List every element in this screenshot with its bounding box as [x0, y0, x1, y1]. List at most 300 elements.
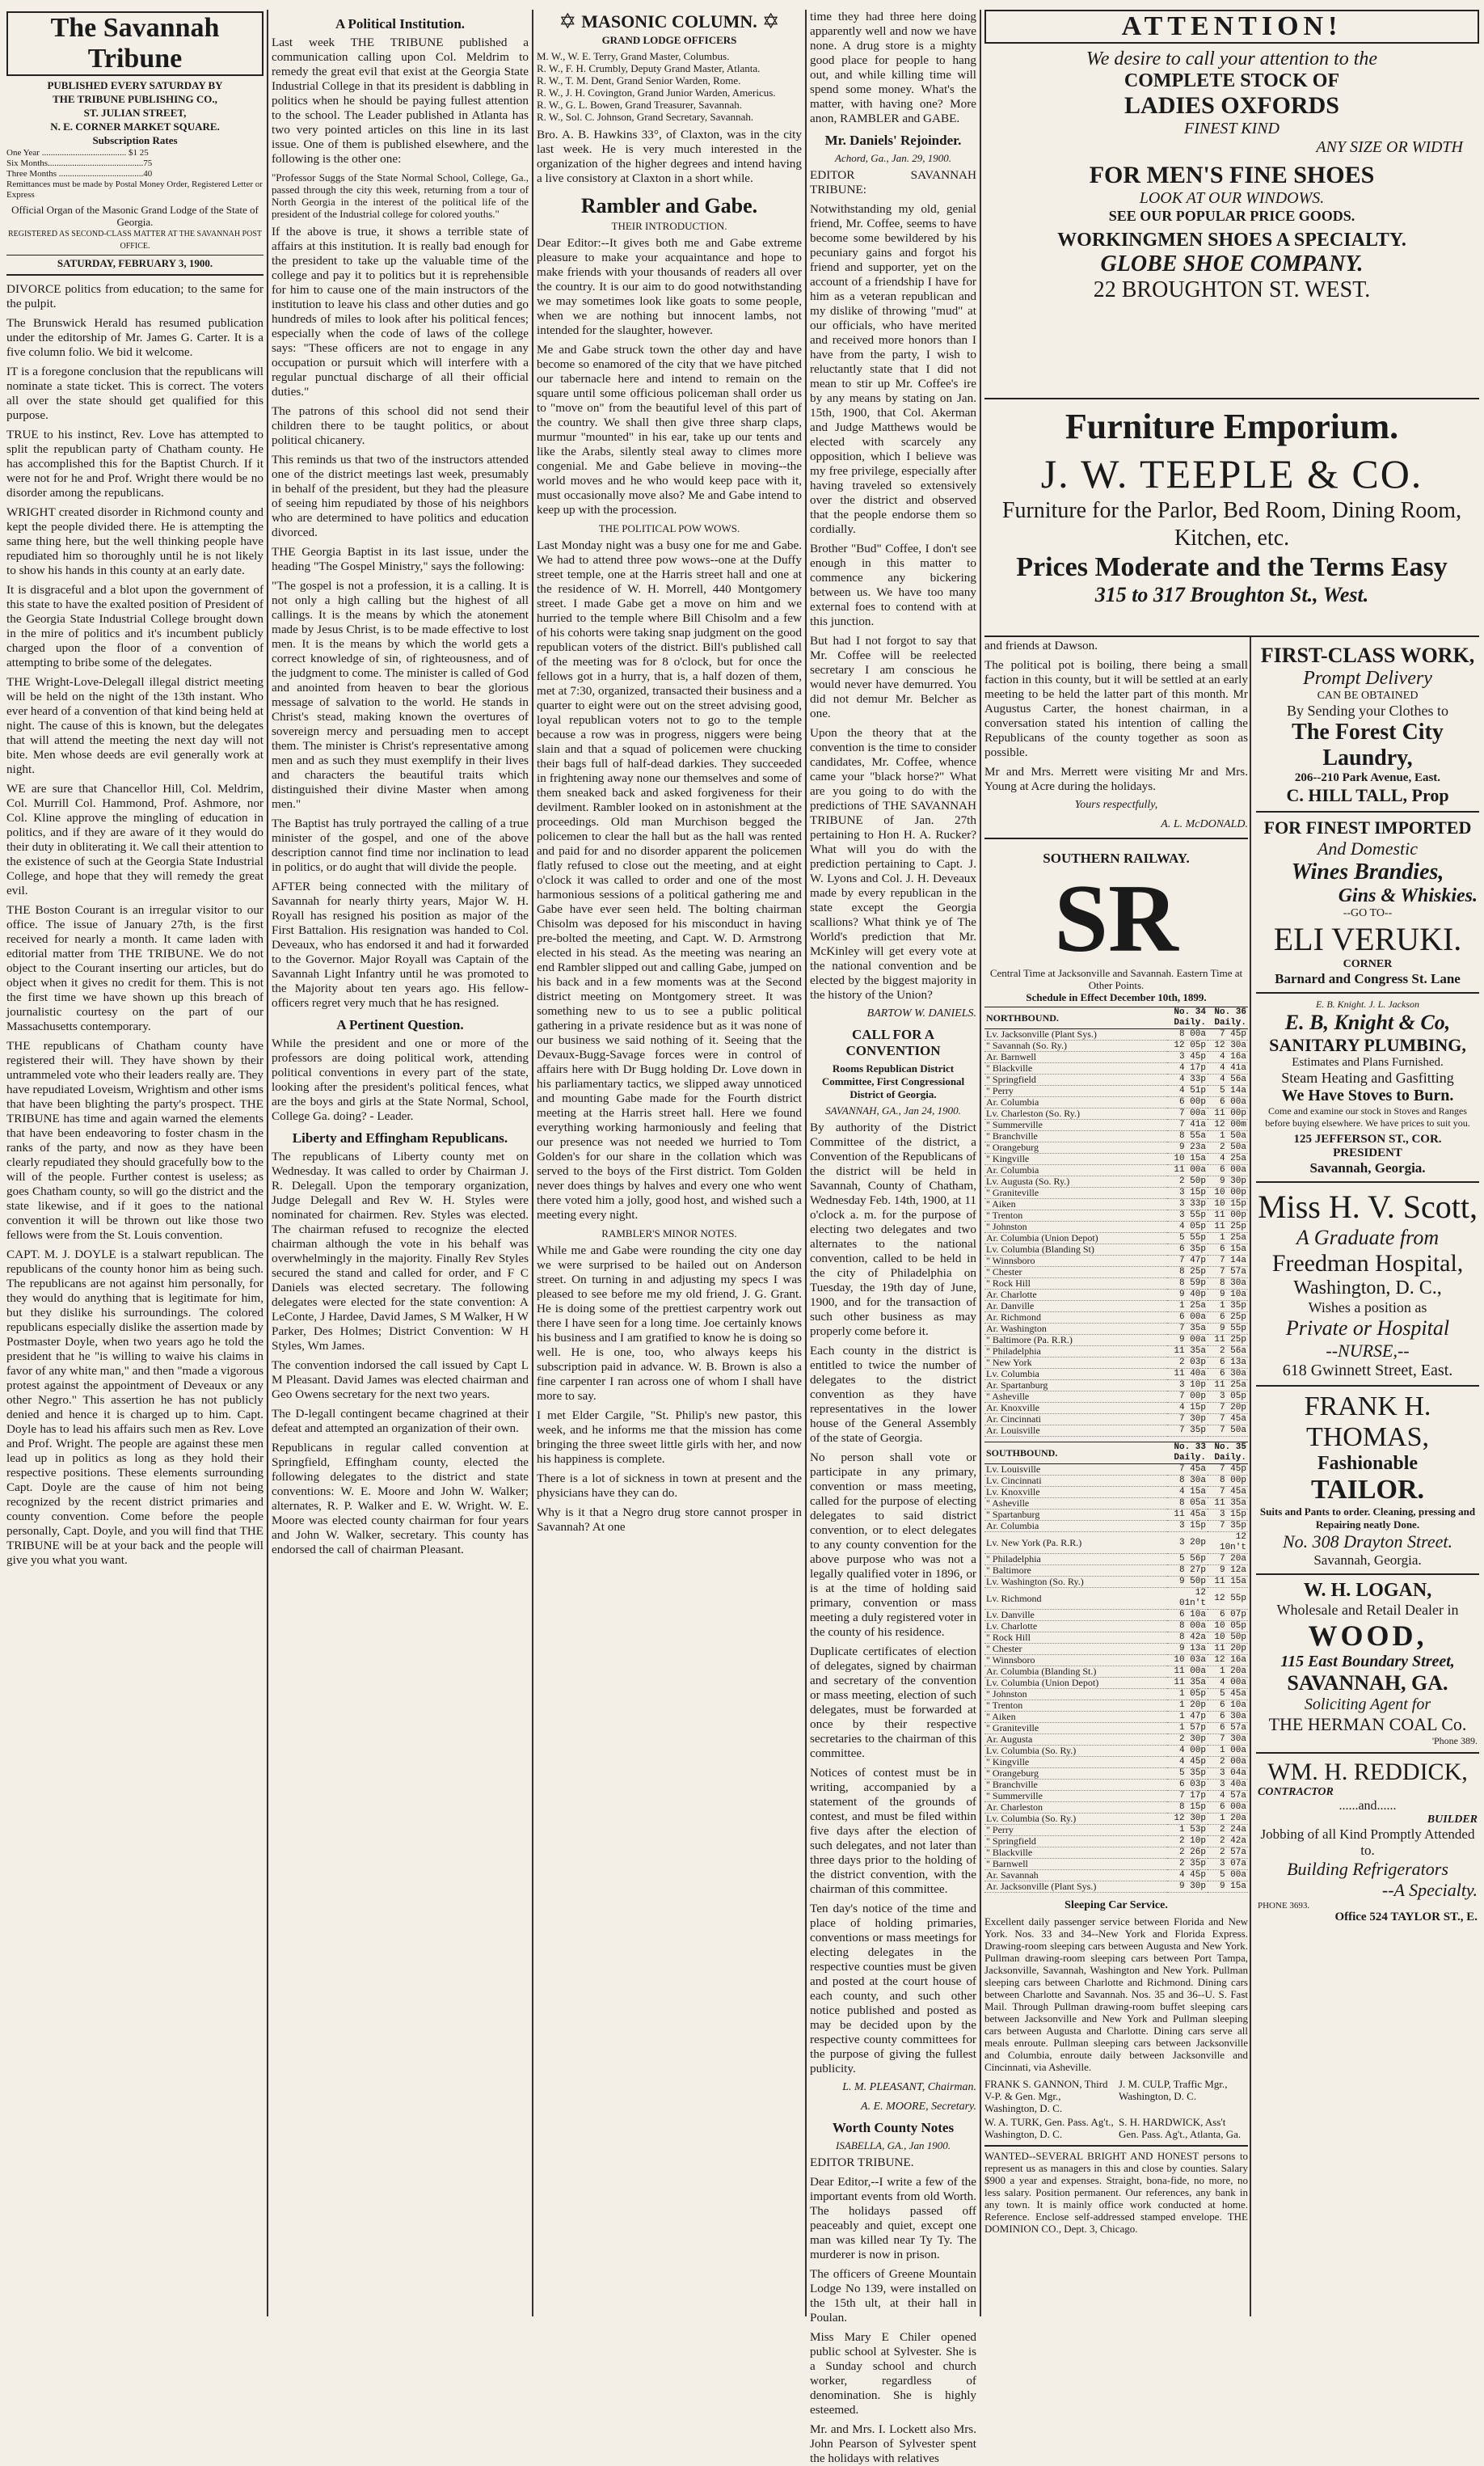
dateline: SAVANNAH, GA., Jan 24, 1900.	[825, 1104, 961, 1117]
station-name: " New York	[984, 1358, 1167, 1369]
station-name: Ar. Columbia	[984, 1521, 1167, 1532]
train-time: 10 03a	[1167, 1655, 1208, 1666]
schedule-row	[984, 1565, 1248, 1577]
ad-line: The Forest City Laundry,	[1292, 720, 1444, 771]
train-time: 7 45p	[1208, 1464, 1248, 1476]
southern-railway-ad	[984, 838, 1248, 2140]
editorial-paragraph: It is disgraceful and a blot upon the government of this state to have the exalted position of President of the Georgia State Industrial College brought down in the mire of politics and it's incumbent publicly charged upon the floor of a convention of attempting to bribe some of the delegates.	[6, 583, 263, 669]
ad-line: Wines Brandies,	[1291, 859, 1444, 885]
train-time: 7 20a	[1208, 1554, 1248, 1565]
ad-line: FRANK H. THOMAS,	[1304, 1391, 1431, 1452]
schedule-row	[984, 1108, 1248, 1120]
ad-line: CORNER	[1343, 958, 1393, 970]
masonic-title: MASONIC COLUMN.	[581, 11, 757, 32]
masthead-publisher: THE TRIBUNE PUBLISHING CO.,	[53, 93, 217, 105]
schedule-row	[984, 1814, 1248, 1825]
station-name: " Springfield	[984, 1836, 1167, 1847]
ad-line: 618 Gwinnett Street, East.	[1282, 1362, 1453, 1379]
train-time: 6 30a	[1208, 1712, 1248, 1723]
train-time: 5 00a	[1208, 1870, 1248, 1881]
station-name: " Rock Hill	[984, 1632, 1167, 1644]
schedule-row	[984, 1610, 1248, 1621]
masthead	[6, 11, 263, 276]
article-paragraph: Mr and Mrs. Merrett were visiting Mr and Mrs. Young at Acre during the holidays.	[984, 765, 1248, 793]
station-name: " Branchville	[984, 1780, 1167, 1791]
lower-right-ads	[1256, 639, 1479, 1929]
wood-ad	[1256, 1575, 1479, 1754]
station-name: " Baltimore (Pa. R.R.)	[984, 1335, 1167, 1346]
train-time: 9 40p	[1167, 1290, 1208, 1301]
station-name: " Savannah (So. Ry.)	[984, 1041, 1167, 1052]
train-time: 2 00a	[1208, 1757, 1248, 1768]
wanted-ad: WANTED--SEVERAL BRIGHT AND HONEST persons to represent us as managers in this and close by counties. Salary $900 a year and expenses. Straight, bona-fide, no more, no less salary. Position permanent. Our references, any bank in any town. It is mainly office work conducted at home. Reference. Enclose self-addressed stamped envelope. THE DOMINION CO., Dept. 3, Chicago.	[984, 2145, 1248, 2235]
station-name: " Perry	[984, 1086, 1167, 1097]
train-time: 6 15a	[1208, 1244, 1248, 1256]
masthead-street: ST. JULIAN STREET,	[83, 107, 187, 119]
attention-banner: ATTENTION!	[984, 10, 1479, 44]
officer-entry: R. W., Sol. C. Johnson, Grand Secretary, Savannah.	[537, 111, 754, 123]
train-time: 9 13a	[1167, 1644, 1208, 1655]
station-name: " Graniteville	[984, 1723, 1167, 1734]
editorial-paragraph: THE republicans of Chatham county have registered their will. They have shown by their untrammeled vote who their leaders really are. They have repudiated Loveism, Wrightism and other isms that have been blighting the party's prospect. THE TRIBUNE has time and again warned the elements that have been endeavoring to foster chasm in the ranks of the party, and now as they have been clearly repudiated they should gracefully bow to the will of the people. Further contest is useless; as goes Chatham county, so will go the district and the state likewise, and if it goes to the national convention it will be thrown out like those two fellows were from the St. Louis convention.	[6, 1039, 263, 1242]
train-time: 9 30p	[1208, 1176, 1248, 1188]
ad-line: Miss H. V. Scott,	[1258, 1189, 1478, 1225]
grand-lodge-officers-title: GRAND LODGE OFFICERS	[601, 34, 737, 46]
train-time: 8 59p	[1167, 1278, 1208, 1290]
article-paragraph: If the above is true, it shows a terrible state of affairs at this institution. It is really bad enough for the president to take up the valuable time of the college and pay it to politics but it is reprehensible for him to cause one of the main instructors of the institution to leave his class and other duties and go hundreds of miles to look after his political fences; especially when the code of laws of the college says: "These officers are not to engage in any occupation or pursuit which will interfere with a regular punctual discharge of all their official duties."	[272, 225, 529, 399]
train-time: 9 55p	[1208, 1324, 1248, 1335]
plumbing-ad	[1256, 994, 1479, 1183]
train-time: 7 35p	[1208, 1521, 1248, 1532]
schedule-row	[984, 1131, 1248, 1142]
registered-notice: REGISTERED AS SECOND-CLASS MATTER AT THE SAVANNAH POST OFFICE.	[7, 230, 263, 251]
schedule-row	[984, 1588, 1248, 1610]
schedule-row	[984, 1414, 1248, 1425]
ad-line: Wishes a position as	[1308, 1299, 1427, 1315]
station-name: " Rock Hill	[984, 1278, 1167, 1290]
nurse-ad	[1256, 1183, 1479, 1387]
ad-line: 'Phone 389.	[1431, 1735, 1478, 1746]
ad-line: We Have Stoves to Burn.	[1281, 1087, 1454, 1104]
article-paragraph: The patrons of this school did not send their children there to be taught politics, or about political chicanery.	[272, 404, 529, 447]
station-name: " Baltimore	[984, 1565, 1167, 1577]
article-paragraph: While the president and one or more of the professors are doing political work, attending political conventions in every part of the state, looking after the president's political fences, what are the boys and girls at the State Normal, School, College Ga. doing? - Leader.	[272, 1037, 529, 1123]
station-name: " Philadelphia	[984, 1554, 1167, 1565]
train-time: 4 25a	[1208, 1154, 1248, 1165]
article-paragraph: By authority of the District Committee of the district, a Convention of the Republicans of the district will be held in Savannah, County of Chatham, Wednesday Feb. 14th, 1900, at 11 o'clock a. m. for the purpose of electing two delegates and two alternates to the national convention, called to be held in the city of Philadelphia on Tuesday, the 19th day of June, 1900, and for the transaction of such other business as may properly come before it.	[810, 1121, 976, 1338]
train-time: 4 57a	[1208, 1791, 1248, 1802]
schedule-row	[984, 1369, 1248, 1380]
train-time: 4 56a	[1208, 1075, 1248, 1086]
ad-line: E. B, Knight & Co,	[1284, 1011, 1451, 1034]
article-paragraph: Last Monday night was a busy one for me and Gabe. We had to attend three pow wows--one at the Duffy street temple, one at the Harris street hall and one at the residence of W. H. Morrell, 440 Montgomery street. I made Gabe get a move on him and we hurried to the temple where Bill Chisolm and a few of his cohorts were taking snap judgment on the good republican voters of the district. Bill's published call of the meeting was for 8 o'clock, but for once the fellows got in a hurry, that is, a half dozen of them, met at 7:30, organized, transacted their business and a quarter to eight were out on the street advising good, loyal republican voters not to go to the temple because a row was in progress, niggers were being slain and that a squad of policemen were chucking their bags full of half-dead darkies. They succeeded in frightening away none our themselves and some of them sneaked back and asked forgiveness for their devilment. Rambler looked on in astonishment at the proceedings. Old man Murchison begged the policemen to clear the hall but as the hall was rented and paid for and no disorder apparent the policemen flatly refused to close out the meeting, and at eight o'clock it was called to order and one of the most harmonious sessions of a political gathering me and Gabe have ever seen held. The bolting chairman Chisolm was deposed for his misconduct in having pre-bolted the meeting, and Capt. W. D. Armstrong elected in his stead. As the meeting was nearing an end Rambler slipped out and calling Gabe, jumped on his back and in a few moments was at the Second district meeting on Montgomery street. It was something new to us to see a public political gathering in a private residence but as it was none of our business we said nothing of it. Seeing that the Devaux-Bugg-Savage forces were in control of affairs here with Dr Bugg holding Dr. Love down in his parliamentary tactics, we slipped away unnoticed and mounting Gabe made for the Fourth district meeting at the Harris street hall. Here we found everything working harmoniously and feeling that our presence was not needed we hurried to Tom Golden's for our share in the collation which was served to the boys of the First district. Tom Golden never does things by halves and every one who went there voted him a jolly, good host, and wished such a meeting every night.	[537, 538, 802, 1222]
train-time: 9 00a	[1167, 1335, 1208, 1346]
issue-date: SATURDAY, FEBRUARY 3, 1900.	[6, 255, 263, 270]
contractor-ad	[1256, 1754, 1479, 1929]
ad-line: FIRST-CLASS WORK,	[1260, 644, 1475, 667]
train-time: 10 50p	[1208, 1632, 1248, 1644]
station-name: Lv. Cincinnati	[984, 1476, 1167, 1487]
ad-line: WORKINGMEN SHOES A SPECIALTY.	[1057, 230, 1406, 251]
ad-line: FOR MEN'S FINE SHOES	[1089, 162, 1375, 188]
article-paragraph: The Baptist has truly portrayed the calling of a true minister of the gospel, and one of the above description cannot find time nor inclination to lead in politics, or do aught that will divide the people.	[272, 817, 529, 874]
ad-line: 22 BROUGHTON ST. WEST.	[1093, 277, 1371, 302]
article-heading: Worth County Notes	[832, 2120, 955, 2135]
railway-title: SOUTHERN RAILWAY.	[1043, 851, 1190, 866]
globe-shoe-ad	[984, 10, 1479, 399]
train-time: 7 14a	[1208, 1256, 1248, 1267]
train-time: 10 05p	[1208, 1621, 1248, 1632]
train-time: 3 04a	[1208, 1768, 1248, 1780]
article-heading: Liberty and Effingham Republicans.	[292, 1130, 508, 1146]
train-time: 3 33p	[1167, 1199, 1208, 1210]
schedule-row	[984, 1644, 1248, 1655]
train-time: 2 26p	[1167, 1847, 1208, 1859]
ad-line: Soliciting Agent for	[1304, 1695, 1431, 1713]
station-name: Ar. Savannah	[984, 1870, 1167, 1881]
train-time: 9 23a	[1167, 1142, 1208, 1154]
station-name: " Chester	[984, 1644, 1167, 1655]
ad-line: We desire to call your attention to the	[1086, 49, 1378, 70]
train-time: 3 10p	[1167, 1380, 1208, 1391]
schedule-row	[984, 1487, 1248, 1498]
station-name: Lv. Columbia (So. Ry.)	[984, 1814, 1167, 1825]
station-name: Ar. Louisville	[984, 1425, 1167, 1437]
schedule-row	[984, 1734, 1248, 1746]
station-name: " Spartanburg	[984, 1510, 1167, 1521]
station-name: Lv. Charleston (So. Ry.)	[984, 1108, 1167, 1120]
official-entry: J. M. CULP, Traffic Mgr., Washington, D. C.	[1119, 2078, 1228, 2102]
article-paragraph: Me and Gabe struck town the other day and have become so enamored of the city that we have pitched our tabernacle here and intend to remain on the square until some officious policeman shall order us to "move on" from the beautiful level of this part of the country. We shall then give three sharp claps, murmur "mounted" in his ear, take up our tents and like the Arabs, silently steal away to climes more congenial. Me and Gabe believe in moving--the world moves and he who would keep pace with it, must occasionally move also? Me and Gabe intend to keep up with the procession.	[537, 343, 802, 517]
train-time: 5 35p	[1167, 1768, 1208, 1780]
schedule-row	[984, 1859, 1248, 1870]
station-name: Lv. Richmond	[984, 1588, 1167, 1610]
train-time: 4 33p	[1167, 1075, 1208, 1086]
schedule-row	[984, 1825, 1248, 1836]
ad-line: ANY SIZE OR WIDTH	[1316, 138, 1463, 156]
schedule-row	[984, 1176, 1248, 1188]
official-entry: W. A. TURK, Gen. Pass. Ag't., Washington, D. C.	[984, 2116, 1114, 2140]
schedule-row	[984, 1210, 1248, 1222]
train-time: 3 05p	[1208, 1391, 1248, 1403]
article-paragraph: The convention indorsed the call issued by Capt L M Pleasant. David James was elected chairman and Geo Owens secretary for the next two years.	[272, 1358, 529, 1401]
ad-line: Steam Heating and Gasfitting	[1281, 1070, 1454, 1086]
signature: L. M. PLEASANT, Chairman.	[842, 2081, 976, 2093]
station-name: Ar. Augusta	[984, 1734, 1167, 1746]
wines-ad	[1256, 813, 1479, 994]
rambler-gabe-title: Rambler and Gabe.	[580, 194, 758, 217]
ad-line: Fashionable	[1317, 1453, 1419, 1474]
train-time: 2 50p	[1167, 1176, 1208, 1188]
article-paragraph: Dear Editor:--It gives both me and Gabe extreme pleasure to make your acquaintance and hope to make friends with your thousands of readers all over the country. It is our aim to do good notwithstanding we may sometimes look like goats to some people, when we are nothing but innocent lambs, not intended for the slaughter, however.	[537, 236, 802, 337]
ad-line: Gins & Whiskies.	[1338, 885, 1478, 906]
train-time: 12 55p	[1208, 1588, 1248, 1610]
article-paragraph: The republicans of Liberty county met on Wednesday. It was called to order by Chairman J. R. Delegall. Upon the temporary organization, Judge Delegall and Rev W. H. Styles were nominated for chairmen. Rev. Styles was elected. The chairman refused to recognize the elected chairman although the vote in his behalf was overwhelmingly in the majority. Finally Rev Styles secured the stand and called for order, and F C Daniels was elected secretary. The following delegates were elected for the state convention: A LeConte, J Hardee, David James, S M Walker, H W Parker, Des Holmes; District Convention: W H Styles, Wm James.	[272, 1150, 529, 1353]
train-time: 8 15p	[1167, 1802, 1208, 1814]
train-time: 6 00a	[1208, 1097, 1248, 1108]
schedule-row	[984, 1244, 1248, 1256]
schedule-row	[984, 1063, 1248, 1075]
train-time: 8 25p	[1167, 1267, 1208, 1278]
article-paragraph: Upon the theory that at the convention is the time to consider candidates, Mr. Coffee, whence came your "black horse?" What are you going to do with the predictions of THE SAVANNAH TRIBUNE of Jan. 27th pertaining to Hon H. A. Rucker? What will you do with the prediction pertaining to Capt. J. W. Lyons and Col. J. H. Deveaux made by every republican in the state except the Georgia scallions? What think ye of The World's prediction that Mr. McKinley will get every vote at the national convention and be elected by the biggest majority in the history of the Union?	[810, 726, 976, 1002]
train-time: 7 45a	[1208, 1487, 1248, 1498]
train-time: 7 57a	[1208, 1267, 1248, 1278]
emporium-address: 315 to 317 Broughton St., West.	[1094, 583, 1369, 606]
train-time: 4 45p	[1167, 1870, 1208, 1881]
schedule-row	[984, 1881, 1248, 1893]
station-name: " Orangeburg	[984, 1768, 1167, 1780]
train-column-head: No. 36 Daily.	[1208, 1007, 1248, 1029]
train-time: 8 30a	[1208, 1278, 1248, 1290]
train-time: 2 50a	[1208, 1142, 1248, 1154]
rate-line: Three Months ......................................40	[6, 169, 153, 179]
train-time: 6 25p	[1208, 1312, 1248, 1324]
article-paragraph: Ten day's notice of the time and place of holding primaries, conventions or mass meetings for electing delegates in the respective counties must be given and posted at the court house of each county, and such other notice published and posted as may be decided upon by the respective county committees for the purpose of giving the fullest publicity.	[810, 1902, 976, 2075]
column-rule	[267, 10, 268, 2316]
schedule-row	[984, 1267, 1248, 1278]
officer-entry: R. W., G. L. Bowen, Grand Treasurer, Savannah.	[537, 99, 743, 111]
ad-line: COMPLETE STOCK OF	[1124, 70, 1340, 91]
schedule-row	[984, 1768, 1248, 1780]
schedule-row	[984, 1498, 1248, 1510]
ad-line: WM. H. REDDICK,	[1267, 1759, 1468, 1785]
schedule-row	[984, 1097, 1248, 1108]
train-time: 6 00p	[1167, 1097, 1208, 1108]
official-entry: FRANK S. GANNON, Third V-P. & Gen. Mgr., Washington, D. C.	[984, 2078, 1108, 2114]
train-time: 11 35a	[1167, 1346, 1208, 1358]
ad-line: --GO TO--	[1343, 907, 1393, 919]
station-name: " Chester	[984, 1267, 1167, 1278]
schedule-row	[984, 1052, 1248, 1063]
schedule-row	[984, 1233, 1248, 1244]
train-time: 1 25a	[1208, 1233, 1248, 1244]
officer-entry: M. W., W. E. Terry, Grand Master, Columbus.	[537, 50, 730, 62]
train-time: 1 20a	[1208, 1814, 1248, 1825]
schedule-row	[984, 1222, 1248, 1233]
train-time: 7 41a	[1167, 1120, 1208, 1131]
article-paragraph: Republicans in regular called convention at Springfield, Effingham county, elected the following delegates to the district and state conventions: W. E. Moore and John W. Walker; alternates, R. P. Walker and E. W. Wright. W. E. Moore was elected county chairman for four years and John W. Walker, secretary. This county has endorsed the call of chairman Pleasant.	[272, 1441, 529, 1556]
signature: A. L. McDONALD.	[1161, 818, 1248, 830]
train-time: 6 35p	[1167, 1244, 1208, 1256]
station-name: " Springfield	[984, 1075, 1167, 1086]
train-time: 1 47p	[1167, 1712, 1208, 1723]
column-2	[272, 10, 529, 2316]
station-name: Ar. Knoxville	[984, 1403, 1167, 1414]
station-name: Ar. Columbia	[984, 1097, 1167, 1108]
masonic-note: Bro. A. B. Hawkins 33°, of Claxton, was in the city last week. He is very much interested in the organization of the higher degrees and intend having a live consistory at Claxton in a short while.	[537, 128, 802, 185]
ad-line: TAILOR.	[1310, 1475, 1425, 1505]
train-time: 12 00m	[1208, 1120, 1248, 1131]
masonic-header	[537, 10, 802, 34]
station-name: Ar. Richmond	[984, 1312, 1167, 1324]
train-time: 6 00a	[1208, 1165, 1248, 1176]
train-time: 4 00a	[1208, 1678, 1248, 1689]
schedule-row	[984, 1689, 1248, 1700]
train-time: 11 25p	[1208, 1222, 1248, 1233]
schedule-row	[984, 1655, 1248, 1666]
train-time: 1 20p	[1167, 1700, 1208, 1712]
train-time: 8 05a	[1167, 1498, 1208, 1510]
ad-line: 115 East Boundary Street,	[1280, 1653, 1455, 1670]
station-name: " Branchville	[984, 1131, 1167, 1142]
station-name: Ar. Washington	[984, 1324, 1167, 1335]
schedule-row	[984, 1278, 1248, 1290]
article-heading: Mr. Daniels' Rejoinder.	[824, 133, 962, 148]
train-time: 7 30p	[1167, 1414, 1208, 1425]
schedule-row	[984, 1165, 1248, 1176]
article-paragraph: While me and Gabe were rounding the city one day we were surprised to be hailed out on Anderson street. On turning in and adjusting my specs I was pleased to see before me my old friend, J. G. Grant. He is doing some of the prettiest carpentry work out there I have seen for a long time. Joe certainly knows his business and I am gratified to know he is doing so well. He is one, too, who always keeps his subscription paid in advance. W. B. Brown is also a fine carpenter I ran across one of whom I shall have more to say.	[537, 1244, 802, 1403]
ad-line: SEE OUR POPULAR PRICE GOODS.	[1108, 208, 1355, 224]
ad-line: C. HILL TALL, Prop	[1286, 785, 1449, 805]
train-time: 11 40a	[1167, 1369, 1208, 1380]
train-time: 2 57a	[1208, 1847, 1248, 1859]
station-name: Ar. Charleston	[984, 1802, 1167, 1814]
ad-line: ELI VERUKI.	[1273, 921, 1462, 957]
ad-line: Barnard and Congress St. Lane	[1275, 971, 1461, 986]
train-time: 5 56p	[1167, 1554, 1208, 1565]
schedule-row	[984, 1780, 1248, 1791]
ad-line: Washington, D. C.,	[1293, 1277, 1442, 1298]
train-time: 7 35p	[1167, 1425, 1208, 1437]
schedule-row	[984, 1154, 1248, 1165]
station-name: Ar. Spartanburg	[984, 1380, 1167, 1391]
train-time: 11 00p	[1208, 1210, 1248, 1222]
schedule-row	[984, 1403, 1248, 1414]
train-time: 11 45a	[1167, 1510, 1208, 1521]
station-name: Ar. Columbia (Union Depot)	[984, 1233, 1167, 1244]
station-name: " Summerville	[984, 1120, 1167, 1131]
article-paragraph: The political pot is boiling, there being a small faction in this county, but it will be settled at an early meeting to be held the latter part of this month. Mr Augustus Carter, the honest chairman, in a conversation stated his intention of calling the Republicans of the county together as soon as possible.	[984, 658, 1248, 759]
station-name: " Barnwell	[984, 1859, 1167, 1870]
editorial-paragraph: The Brunswick Herald has resumed publication under the editorship of Mr. James G. Carter. It is a five column folio. We bid it welcome.	[6, 316, 263, 359]
train-time: 7 17p	[1167, 1791, 1208, 1802]
officer-entry: R. W., T. M. Dent, Grand Senior Warden, Rome.	[537, 74, 741, 87]
train-time: 7 00p	[1167, 1391, 1208, 1403]
column-rule	[532, 10, 533, 2316]
train-time: 7 00a	[1167, 1108, 1208, 1120]
train-time: 7 50a	[1208, 1425, 1248, 1437]
train-time: 4 15a	[1167, 1487, 1208, 1498]
article-paragraph: The officers of Greene Mountain Lodge No 139, were installed on the 15th ult, at their hall in Poulan.	[810, 2267, 976, 2325]
train-time: 10 00p	[1208, 1188, 1248, 1199]
ad-line: LADIES OXFORDS	[1124, 92, 1339, 119]
rate-line: Remittances must be made by Postal Money Order, Registered Letter or Express	[6, 179, 263, 200]
furniture-line: Furniture for the Parlor, Bed Room, Dining Room, Kitchen, etc.	[1001, 498, 1462, 551]
schedule-row	[984, 1836, 1248, 1847]
station-name: " Asheville	[984, 1498, 1167, 1510]
station-name: Lv. Columbia (Blanding St)	[984, 1244, 1167, 1256]
train-time: 6 10a	[1208, 1700, 1248, 1712]
station-name: Lv. Danville	[984, 1610, 1167, 1621]
schedule-row	[984, 1532, 1248, 1554]
station-name: " Aiken	[984, 1199, 1167, 1210]
column-rule	[980, 10, 981, 2316]
train-time: 5 14a	[1208, 1086, 1248, 1097]
station-name: Lv. Columbia (So. Ry.)	[984, 1746, 1167, 1757]
ad-line: Building Refrigerators	[1287, 1859, 1448, 1879]
schedule-row	[984, 1290, 1248, 1301]
editorial-paragraph: TRUE to his instinct, Rev. Love has attempted to split the republican party of Chatham county. He has accomplished this for the Baptist Church. If it were not for he and Prof. Wright there would be no disorder among the republicans.	[6, 428, 263, 500]
station-name: Lv. Washington (So. Ry.)	[984, 1577, 1167, 1588]
ad-line: W. H. LOGAN,	[1303, 1580, 1432, 1601]
ad-line: Estimates and Plans Furnished.	[1292, 1056, 1444, 1069]
train-time: 9 15a	[1208, 1881, 1248, 1893]
station-name: Ar. Cincinnati	[984, 1414, 1167, 1425]
train-time: 8 00a	[1167, 1621, 1208, 1632]
train-time: 5 45a	[1208, 1689, 1248, 1700]
ad-line: Jobbing of all Kind Promptly Attended to.	[1260, 1826, 1475, 1858]
train-time: 11 35a	[1167, 1678, 1208, 1689]
ad-line: LOOK AT OUR WINDOWS.	[1139, 189, 1325, 207]
ad-line: GLOBE SHOE COMPANY.	[1100, 251, 1364, 277]
ad-line: CAN BE OBTAINED	[1317, 690, 1419, 702]
train-time: 1 05p	[1167, 1689, 1208, 1700]
train-time: 7 45a	[1208, 1414, 1248, 1425]
tailor-ad	[1256, 1387, 1479, 1575]
train-time: 1 50a	[1208, 1131, 1248, 1142]
railway-effect: Schedule in Effect December 10th, 1899.	[1026, 991, 1207, 1003]
lower-left-block	[984, 639, 1248, 2240]
train-column-head: No. 33 Daily.	[1167, 1442, 1208, 1464]
train-time: 3 15p	[1167, 1521, 1208, 1532]
ad-line: No. 308 Drayton Street.	[1283, 1531, 1452, 1552]
ad-line: Savannah, Georgia.	[1313, 1552, 1422, 1568]
schedule-row	[984, 1746, 1248, 1757]
station-name: " Graniteville	[984, 1188, 1167, 1199]
train-time: 3 07a	[1208, 1859, 1248, 1870]
train-time: 10 15a	[1167, 1154, 1208, 1165]
schedule-row	[984, 1391, 1248, 1403]
train-time: 2 56a	[1208, 1346, 1248, 1358]
station-name: Ar. Barnwell	[984, 1052, 1167, 1063]
signature: A. E. MOORE, Secretary.	[861, 2101, 976, 2113]
train-time: 1 25a	[1167, 1301, 1208, 1312]
schedule-row	[984, 1757, 1248, 1768]
train-time: 3 15p	[1208, 1510, 1248, 1521]
schedule-row	[984, 1621, 1248, 1632]
station-name: " Johnston	[984, 1222, 1167, 1233]
schedule-row	[984, 1142, 1248, 1154]
ad-line: And Domestic	[1317, 838, 1419, 859]
train-time: 12 05p	[1167, 1041, 1208, 1052]
article-paragraph: THE Georgia Baptist in its last issue, under the heading "The Gospel Ministry," says the following:	[272, 545, 529, 573]
signature: BARTOW W. DANIELS.	[866, 1007, 976, 1020]
train-time: 4 00p	[1167, 1746, 1208, 1757]
schedule-row	[984, 1476, 1248, 1487]
train-time: 3 55p	[1167, 1210, 1208, 1222]
train-time: 8 42a	[1167, 1632, 1208, 1644]
schedule-row	[984, 1086, 1248, 1097]
station-name: Lv. Jacksonville (Plant Sys.)	[984, 1029, 1167, 1041]
article-paragraph: "The gospel is not a profession, it is a calling. It is not only a high calling but the highest of all callings. It is the means by which the atonement made by Jesus Christ, is to be made effective to lost men. It is the means by which the world gets a correct knowledge of sin, of righteousness, and of the judgment to come. The minister is called of God and anointed from heaven to bear the glorious message of salvation to the world. He stands in Christ's stead, making known the overtures of sovereign mercy and persuading men to accept them. The minister is Christ's representative among men and as such they must exemplify in their lives and characters the beautiful traits which distinguished their divine Master when among men."	[272, 579, 529, 811]
ad-line: ......and......	[1339, 1799, 1397, 1813]
schedule-row	[984, 1120, 1248, 1131]
schedule-row	[984, 1802, 1248, 1814]
schedule-row	[984, 1700, 1248, 1712]
column-rule	[1250, 637, 1251, 2316]
article-paragraph: Mr. and Mrs. I. Lockett also Mrs. John Pearson of Sylvester spent the holidays with relatives	[810, 2422, 976, 2465]
column-4	[810, 10, 976, 2465]
train-time: 2 10p	[1167, 1836, 1208, 1847]
train-time: 2 42a	[1208, 1836, 1248, 1847]
station-name: Lv. Charlotte	[984, 1621, 1167, 1632]
train-time: 3 15p	[1167, 1188, 1208, 1199]
station-name: " Perry	[984, 1825, 1167, 1836]
ad-line: BUILDER	[1427, 1814, 1478, 1826]
schedule-row	[984, 1510, 1248, 1521]
train-time: 2 24a	[1208, 1825, 1248, 1836]
masthead-title: The Savannah Tribune	[6, 11, 263, 76]
